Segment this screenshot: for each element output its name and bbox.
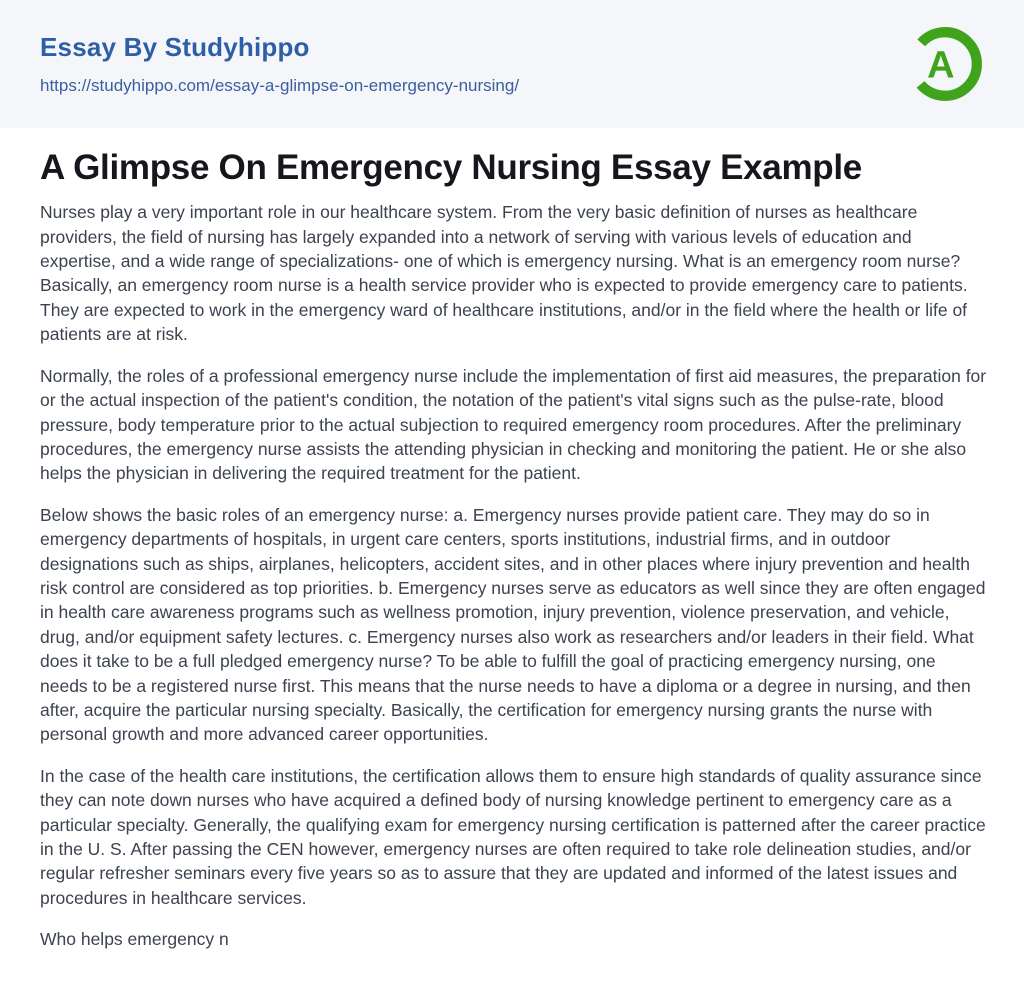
essay-title: A Glimpse On Emergency Nursing Essay Example [40,148,862,187]
studyhippo-logo-icon [906,25,984,103]
essay-paragraph-4: In the case of the health care institutions, the certification allows them to ensure high standards of quality assurance since they can note down nurses who have acquired a defined body of nursing knowledge pertinent to emergency care as a particular specialty. Generally, the qualifying exam for emergency nursing certification is patterned after the career practice in the U. S. After passing the CEN however, emergency nurses are often required to take role delineation studies, and/or regular refresher seminars every five years so as to assure that they are updated and informed of the latest issues and procedures in healthcare services. [40,765,986,908]
essay-paragraph-1: Nurses play a very important role in our healthcare system. From the very basic definition of nurses as healthcare providers, the field of nursing has largely expanded into a network of serving with various levels of education and expertise, and a wide range of specializations- one of which is emergency nursing. What is an emergency room nurse? Basically, an emergency room nurse is a health service provider who is expected to provide emergency care to patients. They are expected to work in the emergency ward of healthcare institutions, and/or in the field where the health or life of patients are at risk. [40,202,968,345]
brand-title: Essay By Studyhippo [40,32,310,62]
source-url-link[interactable]: https://studyhippo.com/essay-a-glimpse-on-emergency-nursing/ [40,76,520,95]
page-header [0,0,1024,128]
logo-letter: A [927,44,955,87]
studyhippo-logo [906,25,984,103]
header-text-block [40,32,519,96]
essay-content [0,148,1024,952]
essay-paragraph-2: Normally, the roles of a professional emergency nurse include the implementation of first aid measures, the preparation for or the actual inspection of the patient's condition, the notation of the patient's vital signs such as the pulse-rate, blood pressure, body temperature prior to the actual subjection to required emergency room procedures. After the preliminary procedures, the emergency nurse assists the attending physician in checking and monitoring the patient. He or she also helps the physician in delivering the required treatment for the patient. [40,365,987,484]
essay-paragraph-5-truncated: Who helps emergency n [40,929,229,950]
essay-paragraph-3: Below shows the basic roles of an emergency nurse: a. Emergency nurses provide patient care. They may do so in emergency departments of hospitals, in urgent care centers, sports institutions, industrial firms, and in outdoor designations such as ships, airplanes, helicopters, accident sites, and in other places where injury prevention and health risk control are considered as top priorities. b. Emergency nurses serve as educators as well since they are often engaged in health care awareness programs such as wellness promotion, injury prevention, violence preservation, and vehicle, drug, and/or equipment safety lectures. c. Emergency nurses also work as researchers and/or leaders in their field. What does it take to be a full pledged emergency nurse? To be able to fulfill the goal of practicing emergency nursing, one needs to be a registered nurse first. This means that the nurse needs to have a diploma or a degree in nursing, and then after, acquire the particular nursing specialty. Basically, the certification for emergency nursing grants the nurse with personal growth and more advanced career opportunities. [40,504,986,745]
